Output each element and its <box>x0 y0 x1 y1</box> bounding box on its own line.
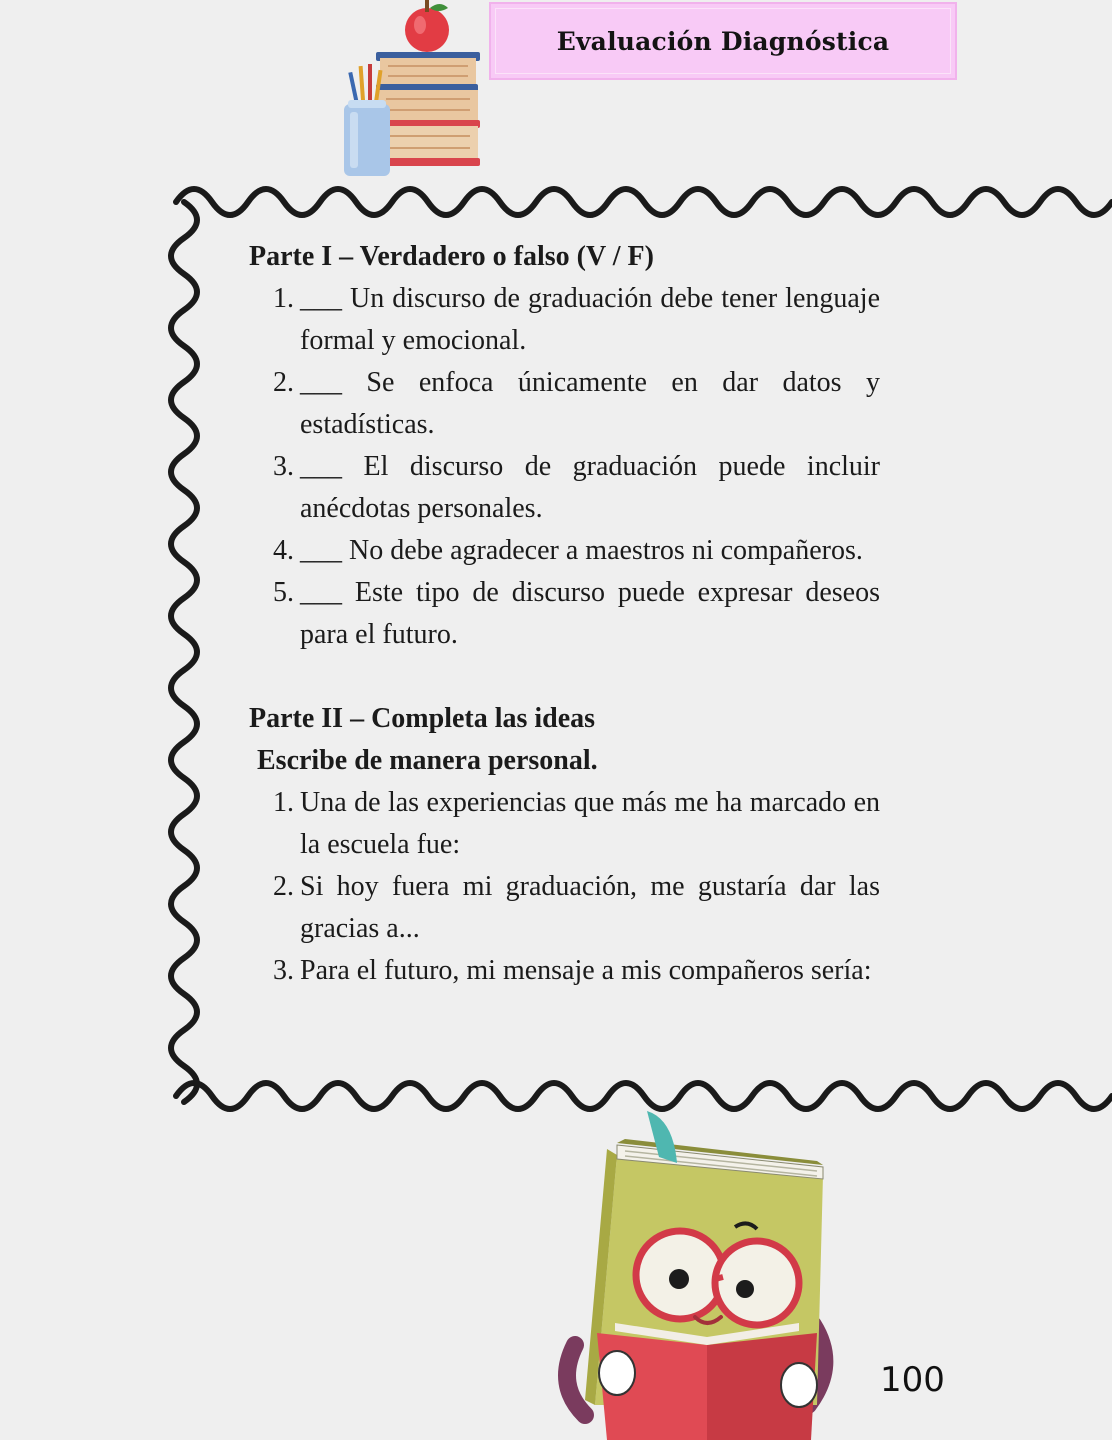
item-text: ___ El discurso de graduación puede incluir anécdotas personales. <box>300 451 880 524</box>
wavy-frame-left-edge <box>171 202 197 1102</box>
section-spacer <box>249 656 880 698</box>
part2-subheading: Escribe de manera personal. <box>257 745 598 776</box>
page-title: Evaluación Diagnóstica <box>556 26 890 56</box>
item-text: Para el futuro, mi mensaje a mis compañeros sería: <box>300 955 872 986</box>
part1-item <box>249 362 880 446</box>
page-number: 100 <box>880 1360 945 1400</box>
part1-list <box>249 278 880 656</box>
item-text: ___ Un discurso de graduación debe tener lenguaje formal y emocional. <box>300 283 880 356</box>
item-text: Una de las experiencias que más me ha marcado en la escuela fue: <box>300 787 880 860</box>
item-number: 2. <box>273 871 294 902</box>
part1-item <box>249 530 880 572</box>
part1-item <box>249 278 880 362</box>
book-mascot-reading-icon <box>555 1105 855 1440</box>
item-text: ___ No debe agradecer a maestros ni compañeros. <box>300 535 863 566</box>
title-banner <box>489 2 957 80</box>
part2-item <box>249 782 880 866</box>
wavy-frame-top-edge <box>176 189 1112 215</box>
part2-item <box>249 866 880 950</box>
part2-heading: Parte II – Completa las ideas <box>249 703 596 734</box>
item-text: ___ Se enfoca únicamente en dar datos y estadísticas. <box>300 367 880 440</box>
item-number: 1. <box>273 283 294 314</box>
part2-item <box>249 950 880 992</box>
worksheet-content <box>249 236 880 992</box>
books-apple-pencils-icon <box>338 0 488 178</box>
item-number: 3. <box>273 955 294 986</box>
part1-item <box>249 446 880 530</box>
item-number: 2. <box>273 367 294 398</box>
part2-list <box>249 782 880 992</box>
item-number: 3. <box>273 451 294 482</box>
item-text: Si hoy fuera mi graduación, me gustaría dar las gracias a... <box>300 871 880 944</box>
item-number: 1. <box>273 787 294 818</box>
item-number: 5. <box>273 577 294 608</box>
item-text: ___ Este tipo de discurso puede expresar deseos para el futuro. <box>300 577 880 650</box>
part1-item <box>249 572 880 656</box>
part1-heading: Parte I – Verdadero o falso (V / F) <box>249 241 654 272</box>
item-number: 4. <box>273 535 294 566</box>
